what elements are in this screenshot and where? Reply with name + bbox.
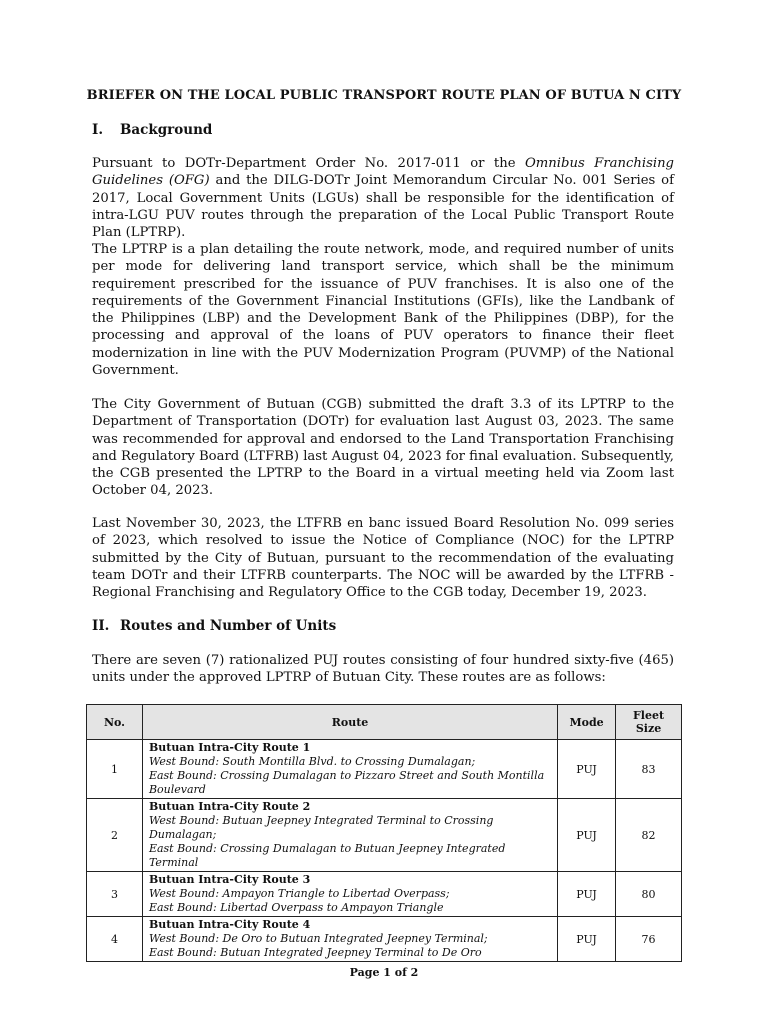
- section-title: Routes and Number of Units: [120, 618, 337, 634]
- route-name: Butuan Intra-City Route 1: [148, 741, 311, 754]
- background-paragraph-1: [92, 155, 674, 241]
- background-paragraph-2: The LPTRP is a plan detailing the route network, mode, and required number of units per mode for delivering land transport service, which shall be the minimum requirement prescribed for the issuance of PUV franchises. It is also one of the requirements of the Government Financial Institutions (GFIs), like the Landbank of the Philippines (LBP) and the Development Bank of the Philippines (DBP), for the processing and approval of the loans of PUV operators to finance their fleet modernization in line with the PUV Modernization Program (PUVMP) of the National Government.: [92, 242, 674, 379]
- paragraph-italic-text: Omnibus Franchising Guidelines (OFG): [92, 156, 675, 189]
- routes-table: [86, 704, 682, 962]
- paragraph-text: Pursuant to DOTr-Department Order No. 2017-011 or the: [92, 156, 525, 171]
- paragraph-text: and the DILG-DOTr Joint Memorandum Circular No. 001 Series of 2017, Local Government Units (LGUs) shall be responsible for the identification of intra-LGU PUV routes through the preparation of the Local Public Transport Route Plan (LPTRP).: [92, 173, 674, 241]
- route-east-bound: East Bound: Butuan Integrated Jeepney Terminal to De Oro: [148, 946, 482, 959]
- header-fleet-size: Fleet Size: [616, 705, 682, 740]
- table-header-row: [87, 705, 682, 740]
- table-row: [87, 799, 682, 872]
- row-number: 2: [87, 799, 143, 872]
- route-east-bound: East Bound: Crossing Dumalagan to Butuan Jeepney Integrated Terminal: [148, 842, 506, 869]
- header-route: Route: [142, 705, 557, 740]
- header-mode: Mode: [558, 705, 616, 740]
- row-number: 1: [87, 740, 143, 799]
- route-mode: PUJ: [558, 740, 616, 799]
- route-east-bound: East Bound: Crossing Dumalagan to Pizzaro Street and South Montilla Boulevard: [148, 769, 545, 796]
- route-cell: [142, 740, 557, 799]
- route-cell: [142, 872, 557, 917]
- route-west-bound: West Bound: South Montilla Blvd. to Crossing Dumalagan;: [148, 755, 476, 768]
- section-title: Background: [120, 122, 213, 138]
- table-row: [87, 872, 682, 917]
- route-west-bound: West Bound: Ampayon Triangle to Libertad Overpass;: [148, 887, 450, 900]
- route-fleet-size: 83: [616, 740, 682, 799]
- route-cell: [142, 917, 557, 962]
- route-west-bound: West Bound: Butuan Jeepney Integrated Terminal to Crossing Dumalagan;: [148, 814, 494, 841]
- route-west-bound: West Bound: De Oro to Butuan Integrated Jeepney Terminal;: [148, 932, 488, 945]
- route-fleet-size: 82: [616, 799, 682, 872]
- routes-paragraph: There are seven (7) rationalized PUJ routes consisting of four hundred sixty-five (465) units under the approved LPTRP of Butuan City. These routes are as follows:: [92, 653, 674, 686]
- background-paragraph-3: The City Government of Butuan (CGB) submitted the draft 3.3 of its LPTRP to the Department of Transportation (DOTr) for evaluation last August 03, 2023. The same was recommended for approval and endorsed to the Land Transportation Franchising and Regulatory Board (LTFRB) last August 04, 2023 for final evaluation. Subsequently, the CGB presented the LPTRP to the Board in a virtual meeting held via Zoom last October 04, 2023.: [92, 397, 674, 499]
- route-fleet-size: 80: [616, 872, 682, 917]
- table-row: [87, 917, 682, 962]
- section-number: I.: [92, 122, 104, 138]
- route-mode: PUJ: [558, 872, 616, 917]
- background-paragraph-4: Last November 30, 2023, the LTFRB en banc issued Board Resolution No. 099 series of 2023, which resolved to issue the Notice of Compliance (NOC) for the LPTRP submitted by the City of Butuan, pursuant to the recommendation of the evaluating team DOTr and their LTFRB counterparts. The NOC will be awarded by the LTFRB - Regional Franchising and Regulatory Office to the CGB today, December 19, 2023.: [92, 516, 674, 601]
- route-name: Butuan Intra-City Route 2: [148, 800, 311, 813]
- section-heading-routes: [92, 618, 336, 634]
- document-title: BRIEFER ON THE LOCAL PUBLIC TRANSPORT ROUTE PLAN OF BUTUA N CITY: [86, 88, 682, 103]
- section-heading-background: [92, 122, 212, 138]
- section-number: II.: [92, 618, 110, 634]
- route-name: Butuan Intra-City Route 3: [148, 873, 311, 886]
- route-east-bound: East Bound: Libertad Overpass to Ampayon Triangle: [148, 901, 444, 914]
- page-number: Page 1 of 2: [349, 966, 419, 979]
- route-mode: PUJ: [558, 917, 616, 962]
- header-no: No.: [87, 705, 143, 740]
- route-mode: PUJ: [558, 799, 616, 872]
- route-fleet-size: 76: [616, 917, 682, 962]
- route-name: Butuan Intra-City Route 4: [148, 918, 311, 931]
- row-number: 4: [87, 917, 143, 962]
- route-cell: [142, 799, 557, 872]
- table-row: [87, 740, 682, 799]
- row-number: 3: [87, 872, 143, 917]
